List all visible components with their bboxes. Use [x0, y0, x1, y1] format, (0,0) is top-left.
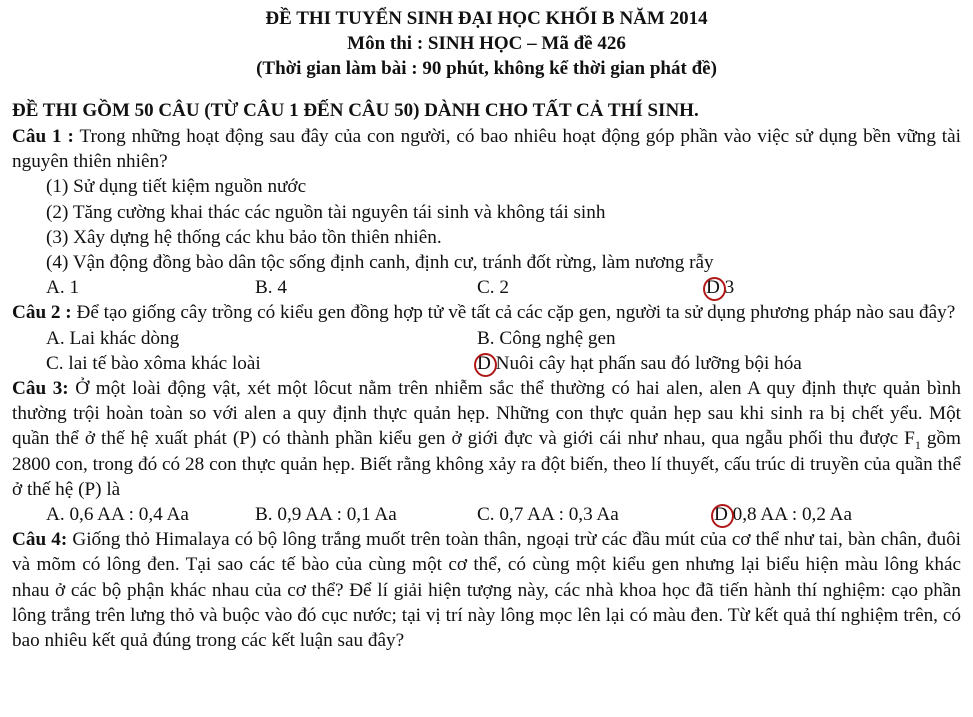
question-2-option-c: C. lai tế bào xôma khác loài	[46, 352, 261, 374]
question-3-subscript: 1	[914, 438, 921, 453]
question-3	[12, 376, 961, 527]
question-3-label: Câu 3:	[12, 378, 69, 400]
question-3-option-a: A. 0,6 AA : 0,4 Aa	[46, 504, 189, 526]
question-2-option-d: D Nuôi cây hạt phấn sau đó lưỡng bội hóa	[477, 351, 802, 376]
question-2-text: Để tạo giống cây trồng có kiểu gen đồng hợp tử về tất cả các cặp gen, người ta sử dụng phương pháp nào sau đây?	[71, 302, 956, 324]
answer-circle-icon: D	[706, 275, 720, 300]
question-3-text-cont: gồm 2800 con, trong đó có 28 con thực quản hẹp. Biết rằng không xảy ra đột biến, theo lí thuyết, cấu trúc di truyền của quần thể ở thế hệ (P) là	[12, 428, 961, 500]
question-1-item-3: (3) Xây dựng hệ thống các khu bảo tồn thiên nhiên.	[46, 226, 442, 248]
question-1-item-1: (1) Sử dụng tiết kiệm nguồn nước	[46, 176, 307, 198]
question-1-option-b: B. 4	[255, 277, 287, 299]
question-4-stem	[12, 527, 961, 653]
question-1-text: Trong những hoạt động sau đây của con người, có bao nhiêu hoạt động góp phần vào việc sử dụng bền vững tài nguyên thiên nhiên?	[12, 126, 961, 173]
question-3-options	[12, 502, 961, 527]
exam-subject: Môn thi : SINH HỌC – Mã đề 426	[347, 33, 626, 54]
question-1-options	[12, 275, 961, 300]
exam-duration: (Thời gian làm bài : 90 phút, không kể thời gian phát đề)	[256, 58, 717, 79]
question-3-option-b: B. 0,9 AA : 0,1 Aa	[255, 504, 397, 526]
question-4-text: Giống thỏ Himalaya có bộ lông trắng muốt trên toàn thân, ngoại trừ các đầu mút của cơ thể như tai, bàn chân, đuôi và mõm có lông đen. Tại sao các tế bào của cùng một cơ thể, có cùng một kiểu gen nhưng lại biểu hiện màu lông khác nhau ở các bộ phận khác nhau của cơ thể? Để lí giải hiện tượng này, các nhà khoa học đã tiến hành thí nghiệm: cạo phần lông trắng trên lưng thỏ và buộc vào đó cục nước; tại vị trí này lông mọc lên lại có màu đen. Từ kết quả thí nghiệm trên, có bao nhiêu kết quả đúng trong các kết luận sau đây?	[12, 529, 962, 652]
exam-header	[12, 6, 961, 81]
question-3-option-c: C. 0,7 AA : 0,3 Aa	[477, 504, 619, 526]
question-4-label: Câu 4:	[12, 529, 68, 551]
question-2-label: Câu 2 :	[12, 302, 72, 324]
answer-circle-icon: D	[714, 502, 728, 527]
question-2	[12, 300, 961, 376]
question-3-text: Ở một loài động vật, xét một lôcut nằm trên nhiễm sắc thể thường có hai alen, alen A quy định thực quản bình thường trội hoàn toàn so với alen a quy định thực quản hẹp. Những con thực quản hẹp sau khi sinh ra bị chết yểu. Một quần thể ở thế hệ xuất phát (P) có thành phần kiểu gen ở giới đực và giới cái như nhau, qua ngẫu phối thu được F	[12, 378, 961, 450]
question-2-options-row-1	[12, 326, 961, 351]
question-1-item-4: (4) Vận động đồng bào dân tộc sống định canh, định cư, tránh đốt rừng, làm nương rẫy	[46, 252, 714, 274]
question-1-option-c: C. 2	[477, 277, 509, 299]
section-title: ĐỀ THI GỒM 50 CÂU (TỪ CÂU 1 ĐẾN CÂU 50) DÀNH CHO TẤT CẢ THÍ SINH.	[12, 100, 699, 121]
question-1	[12, 124, 961, 300]
question-2-stem	[12, 300, 961, 325]
question-2-options-row-2	[12, 351, 961, 376]
question-1-item-2: (2) Tăng cường khai thác các nguồn tài nguyên tái sinh và không tái sinh	[46, 201, 606, 223]
question-1-option-d: D 3	[706, 275, 734, 300]
question-2-option-a: A. Lai khác dòng	[46, 327, 180, 349]
question-3-option-d: D 0,8 AA : 0,2 Aa	[714, 502, 852, 527]
question-1-option-a: A. 1	[46, 277, 80, 299]
answer-circle-icon: D	[477, 351, 491, 376]
question-4	[12, 527, 961, 653]
question-2-option-b: B. Công nghệ gen	[477, 327, 616, 349]
question-3-stem	[12, 376, 961, 502]
exam-title: ĐỀ THI TUYỂN SINH ĐẠI HỌC KHỐI B NĂM 2014	[265, 8, 708, 29]
question-1-label: Câu 1 :	[12, 126, 74, 147]
question-1-stem	[12, 124, 961, 174]
